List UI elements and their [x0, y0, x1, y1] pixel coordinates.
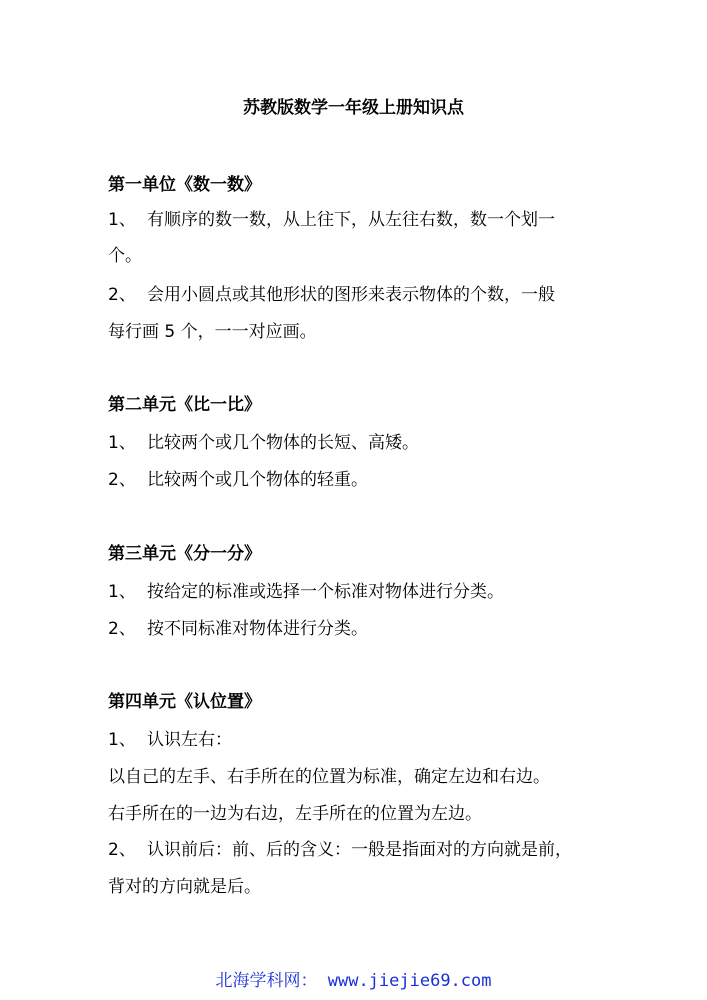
item-text: 按不同标准对物体进行分类。 — [147, 619, 368, 639]
unit2-item2 — [108, 465, 368, 490]
unit2-item1 — [108, 428, 419, 453]
unit3-item1 — [108, 577, 504, 602]
unit4-item1 — [108, 725, 232, 750]
item-number: 2、 — [108, 285, 136, 305]
item-text: 认识前后：前、后的含义：一般是指面对的方向就是前， — [147, 840, 572, 860]
unit4-item2-line2: 背对的方向就是后。 — [108, 877, 261, 897]
unit1-item1-line1 — [108, 205, 555, 230]
item-number: 1、 — [108, 730, 136, 750]
unit1-item2-line1 — [108, 280, 555, 305]
unit4-heading: 第四单元《认位置》 — [108, 692, 261, 712]
item-number: 1、 — [108, 433, 136, 453]
item-text: 认识左右： — [147, 730, 232, 750]
unit4-paragraph2: 右手所在的一边为右边，左手所在的位置为左边。 — [108, 804, 482, 824]
page-title: 苏教版数学一年级上册知识点 — [243, 98, 464, 118]
item-number: 2、 — [108, 470, 136, 490]
unit3-item2 — [108, 614, 368, 639]
unit1-item2-line2: 每行画 5 个，一一对应画。 — [108, 322, 317, 342]
item-text: 比较两个或几个物体的轻重。 — [147, 470, 368, 490]
unit1-item1-line2: 个。 — [108, 246, 142, 266]
unit4-item2-line1 — [108, 835, 572, 860]
item-text: 按给定的标准或选择一个标准对物体进行分类。 — [147, 582, 504, 602]
unit3-heading: 第三单元《分一分》 — [108, 544, 261, 564]
item-number: 1、 — [108, 210, 136, 230]
unit1-heading: 第一单位《数一数》 — [108, 175, 261, 195]
item-number: 1、 — [108, 582, 136, 602]
footer-watermark: 北海学科网： www.jiejie69.com — [215, 971, 492, 991]
item-number: 2、 — [108, 619, 136, 639]
item-text: 有顺序的数一数，从上往下，从左往右数，数一个划一 — [147, 210, 555, 230]
item-text: 会用小圆点或其他形状的图形来表示物体的个数，一般 — [147, 285, 555, 305]
unit4-paragraph1: 以自己的左手、右手所在的位置为标准，确定左边和右边。 — [108, 767, 550, 787]
item-number: 2、 — [108, 840, 136, 860]
item-text: 比较两个或几个物体的长短、高矮。 — [147, 433, 419, 453]
unit2-heading: 第二单元《比一比》 — [108, 395, 261, 415]
